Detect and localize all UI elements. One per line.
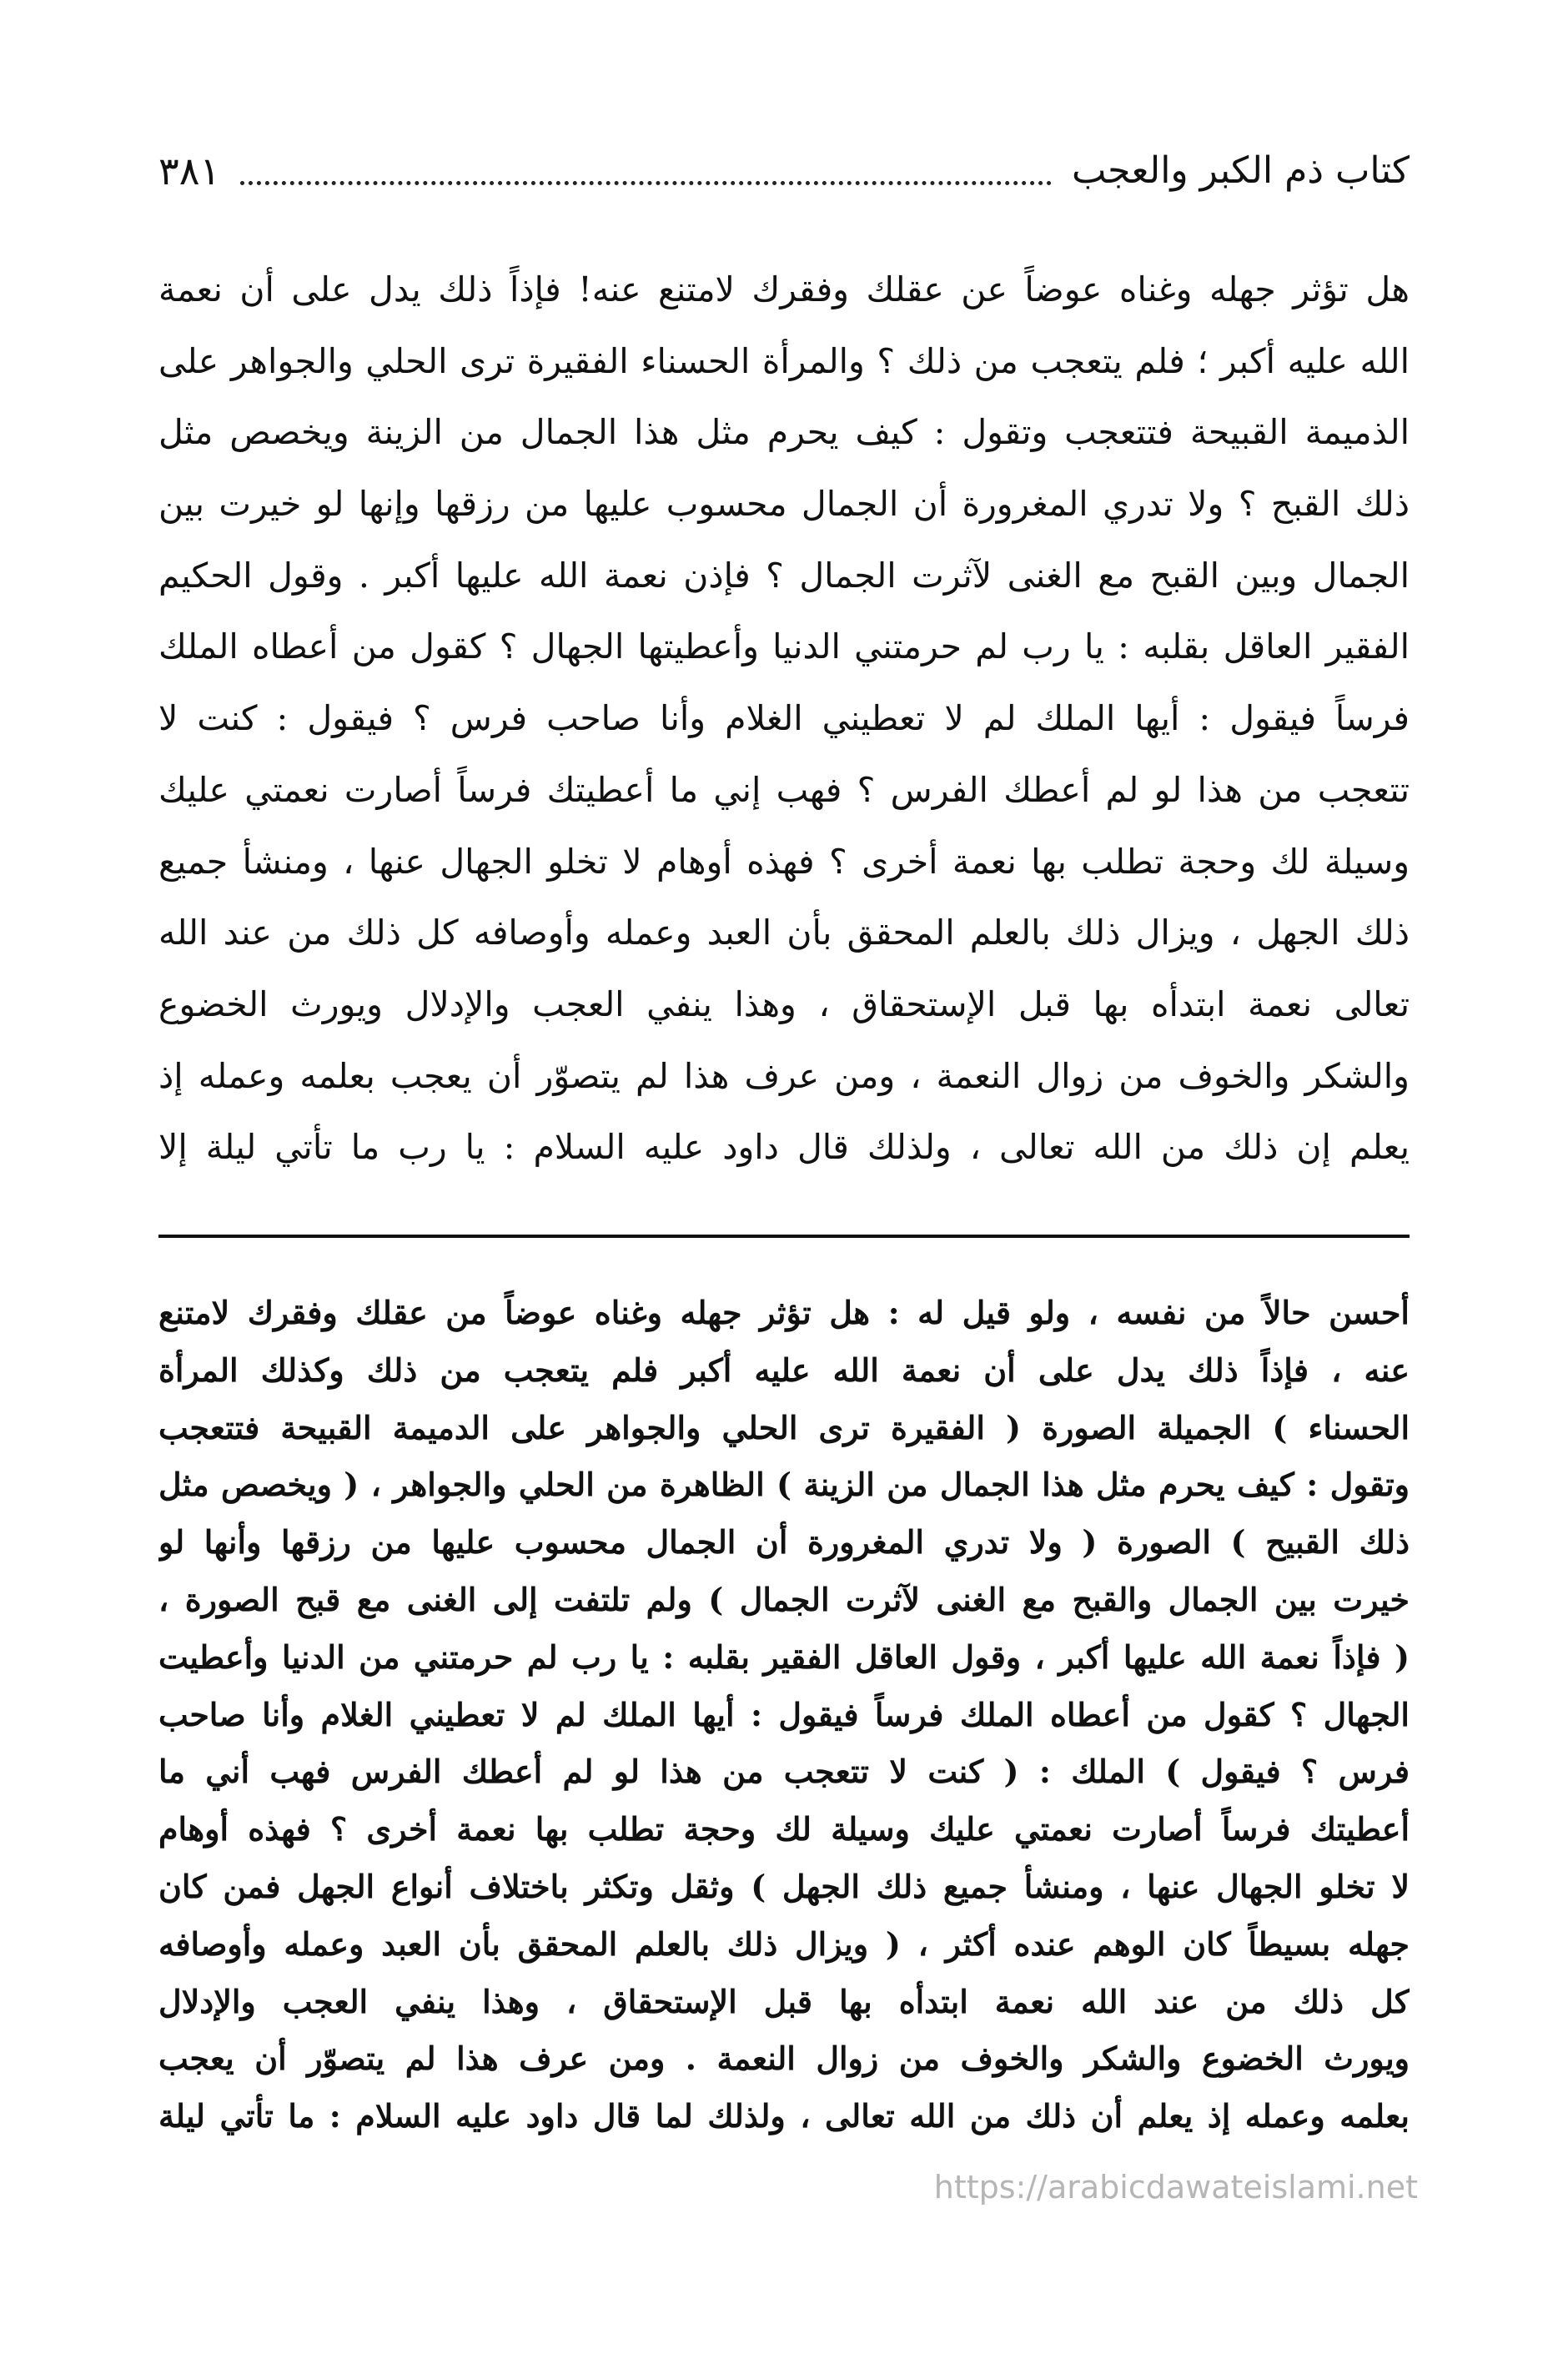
- commentary-line: ( فإذاً نعمة الله عليها أكبر ، وقول العاقل الفقير بقلبه : يا رب لم حرمتني من الدنيا وأعطيت: [158, 1637, 1410, 1676]
- main-text-line: الفقير العاقل بقلبه : يا رب لم حرمتني الدنيا وأعطيتها الجهال ؟ كقول من أعطاه الملك: [158, 626, 1410, 667]
- main-text-line: ذلك الجهل ، ويزال ذلك بالعلم المحقق بأن العبد وعمله وأوصافه كل ذلك من عند الله: [158, 913, 1410, 953]
- commentary-block: [158, 1285, 1410, 2145]
- commentary-line: لا تخلو الجهال عنها ، ومنشأ جميع ذلك الجهل ) وثقل وتكثر باختلاف أنواع الجهل فمن كان: [158, 1867, 1410, 1905]
- main-text-line: تتعجب من هذا لو لم أعطك الفرس ؟ فهب إني ما أعطيتك فرساً أصارت نعمتي عليك: [158, 769, 1410, 810]
- book-title: كتاب ذم الكبر والعجب: [1071, 149, 1410, 192]
- commentary-line: بعلمه وعمله إذ يعلم أن ذلك من الله تعالى ، ولذلك لما قال داود عليه السلام : ما تأتي ليلة: [158, 2097, 1410, 2135]
- main-text-line: فرساً فيقول : أيها الملك لم لا تعطيني الغلام وأنا صاحب فرس ؟ فيقول : كنت لا: [158, 698, 1410, 739]
- commentary-line: خيرت بين الجمال والقبح مع الغنى لآثرت الجمال ) ولم تلتفت إلى الغنى مع قبح الصورة ،: [158, 1580, 1410, 1618]
- main-text-line: تعالى نعمة ابتدأه بها قبل الإستحقاق ، وهذا ينفي العجب والإدلال ويورث الخضوع: [158, 983, 1410, 1024]
- commentary-line: وتقول : كيف يحرم مثل هذا الجمال من الزينة ) الظاهرة من الحلي والجواهر ، ( ويخصص مثل: [158, 1466, 1410, 1504]
- running-header: [158, 142, 1410, 200]
- commentary-line: الحسناء ) الجميلة الصورة ( الفقيرة ترى الحلي والجواهر على الدميمة القبيحة فتتعجب: [158, 1408, 1410, 1446]
- main-text-block: [158, 254, 1410, 1184]
- commentary-line: عنه ، فإذاً ذلك يدل على أن نعمة الله عليه أكبر فلم يتعجب من ذلك وكذلك المرأة: [158, 1350, 1410, 1389]
- commentary-line: ويورث الخضوع والشكر والخوف من زوال النعمة . ومن عرف هذا لم يتصوّر أن يعجب: [158, 2040, 1410, 2078]
- commentary-line: الجهال ؟ كقول من أعطاه الملك فرساً فيقول : أيها الملك لم لا تعطيني الغلام وأنا صاحب: [158, 1695, 1410, 1733]
- footnote-separator: [158, 1235, 1410, 1238]
- main-text-line: الجمال وبين القبح مع الغنى لآثرت الجمال ؟ فإذن نعمة الله عليها أكبر . وقول الحكيم: [158, 555, 1410, 596]
- main-text-line: هل تؤثر جهله وغناه عوضاً عن عقلك وفقرك لامتنع عنه! فإذاً ذلك يدل على أن نعمة: [158, 269, 1410, 309]
- commentary-line: أحسن حالاً من نفسه ، ولو قيل له : هل تؤثر جهله وغناه عوضاً من عقلك وفقرك لامتنع: [158, 1294, 1410, 1331]
- commentary-line: كل ذلك من عند الله نعمة ابتدأه بها قبل الإستحقاق ، وهذا ينفي العجب والإدلال: [158, 1982, 1410, 2020]
- main-text-line: ذلك القبح ؟ ولا تدري المغرورة أن الجمال محسوب عليها من رزقها وإنها لو خيرت بين: [158, 484, 1410, 525]
- main-text-line: يعلم إن ذلك من الله تعالى ، ولذلك قال داود عليه السلام : يا رب ما تأتي ليلة إلا: [158, 1127, 1410, 1168]
- commentary-line: فرس ؟ فيقول ) الملك : ( كنت لا تتعجب من هذا لو لم أعطك الفرس فهب أني ما: [158, 1753, 1410, 1791]
- main-text-line: الذميمة القبيحة فتتعجب وتقول : كيف يحرم مثل هذا الجمال من الزينة ويخصص مثل: [158, 412, 1410, 453]
- page-number: ٣٨١: [158, 148, 221, 194]
- commentary-line: أعطيتك فرساً أصارت نعمتي عليك وسيلة لك وحجة تطلب بها نعمة أخرى ؟ فهذه أوهام: [158, 1810, 1410, 1848]
- commentary-line: جهله بسيطاً كان الوهم عنده أكثر ، ( ويزال ذلك بالعلم المحقق بأن العبد وعمله وأوصافه: [158, 1924, 1410, 1963]
- commentary-line: ذلك القبيح ) الصورة ( ولا تدري المغرورة أن الجمال محسوب عليها من رزقها وأنها لو: [158, 1523, 1410, 1562]
- main-text-line: الله عليه أكبر ؛ فلم يتعجب من ذلك ؟ والمرأة الحسناء الفقيرة ترى الحلي والجواهر على: [158, 340, 1410, 381]
- dotted-leader: [240, 181, 1052, 185]
- main-text-line: والشكر والخوف من زوال النعمة ، ومن عرف هذا لم يتصوّر أن يعجب بعلمه وعمله إذ: [158, 1055, 1410, 1096]
- main-text-line: وسيلة لك وحجة تطلب بها نعمة أخرى ؟ فهذه أوهام لا تخلو الجهال عنها ، ومنشأ جميع: [158, 841, 1410, 882]
- watermark-url: https://arabicdawateislami.net: [933, 2169, 1418, 2206]
